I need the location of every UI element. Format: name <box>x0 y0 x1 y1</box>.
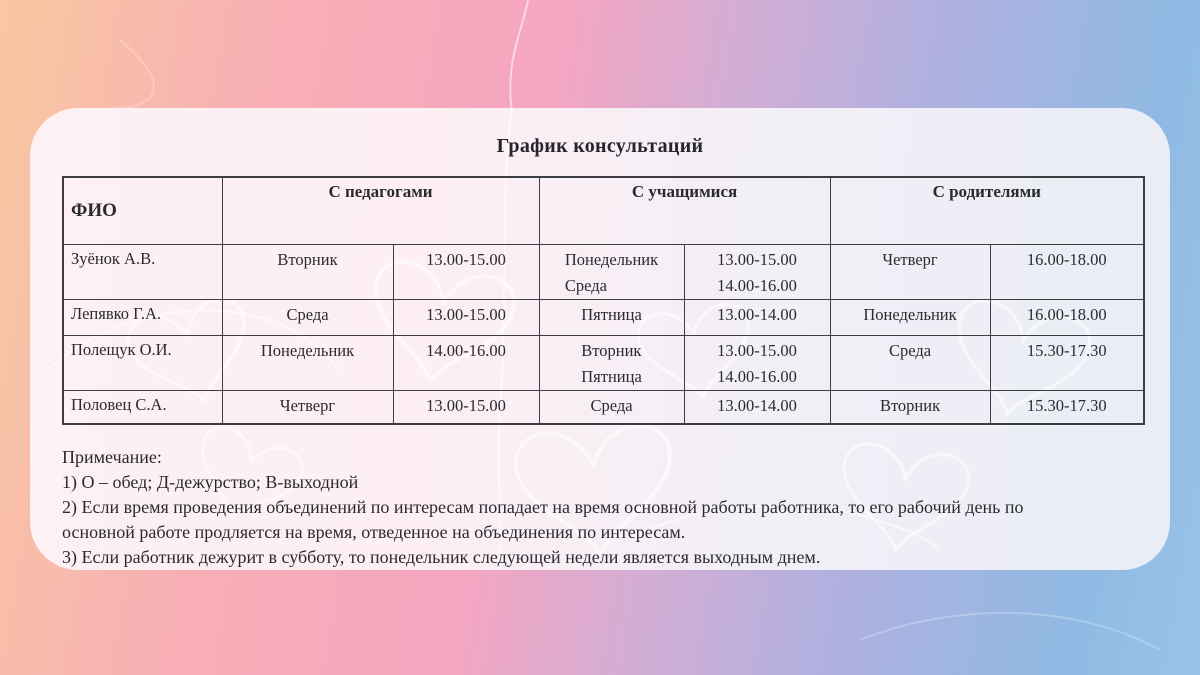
column-header-parents: С родителями <box>830 177 1144 244</box>
time-cell: 15.30-17.30 <box>990 335 1144 390</box>
time-cell: 13.00-15.00 <box>393 390 539 424</box>
column-header-teachers: С педагогами <box>222 177 539 244</box>
day-cell: Среда <box>830 335 990 390</box>
employee-name-cell: Полещук О.И. <box>63 335 222 390</box>
day-cell: Среда <box>222 299 393 335</box>
day-cell: Четверг <box>222 390 393 424</box>
day-cell: Четверг <box>830 244 990 299</box>
consultation-schedule-table <box>62 176 1145 425</box>
table-row <box>63 335 1144 390</box>
table-row <box>63 390 1144 424</box>
notes-list <box>62 470 1092 570</box>
page-title: График консультаций <box>496 135 704 157</box>
note-item: 3) Если работник дежурит в субботу, то понедельник следующей недели является выходным днем. <box>62 547 821 567</box>
note-item: 1) О – обед; Д-дежурство; В-выходной <box>62 472 359 492</box>
time-cell: 13.00-14.00 <box>684 390 830 424</box>
day-cell: Пятница <box>539 299 684 335</box>
note-item: 2) Если время проведения объединений по интересам попадает на время основной работы работника, то его рабочий день по основной работе продляется на время, отведенное на объединения по интересам. <box>62 497 1024 542</box>
time-cell: 15.30-17.30 <box>990 390 1144 424</box>
day-cell: Понедельник Среда <box>539 244 684 299</box>
day-cell: Вторник <box>830 390 990 424</box>
time-cell: 16.00-18.00 <box>990 244 1144 299</box>
day-cell: Вторник Пятница <box>539 335 684 390</box>
table-row <box>63 244 1144 299</box>
day-cell: Вторник <box>222 244 393 299</box>
table-row <box>63 299 1144 335</box>
content-card <box>30 108 1170 570</box>
employee-name-cell: Лепявко Г.А. <box>63 299 222 335</box>
time-cell: 13.00-15.00 <box>393 244 539 299</box>
day-cell: Понедельник <box>222 335 393 390</box>
day-cell: Среда <box>539 390 684 424</box>
notes-heading: Примечание: <box>62 447 162 467</box>
notes-block <box>62 445 1092 570</box>
time-cell: 13.00-15.00 <box>393 299 539 335</box>
time-cell: 13.00-14.00 <box>684 299 830 335</box>
schedule-table-body <box>63 244 1144 424</box>
employee-name-cell: Зуёнок А.В. <box>63 244 222 299</box>
time-cell: 14.00-16.00 <box>393 335 539 390</box>
column-header-fio: ФИО <box>63 177 222 244</box>
employee-name-cell: Половец С.А. <box>63 390 222 424</box>
column-header-students: С учащимися <box>539 177 830 244</box>
time-cell: 13.00-15.00 14.00-16.00 <box>684 335 830 390</box>
header-row <box>63 177 1144 244</box>
time-cell: 13.00-15.00 14.00-16.00 <box>684 244 830 299</box>
time-cell: 16.00-18.00 <box>990 299 1144 335</box>
day-cell: Понедельник <box>830 299 990 335</box>
